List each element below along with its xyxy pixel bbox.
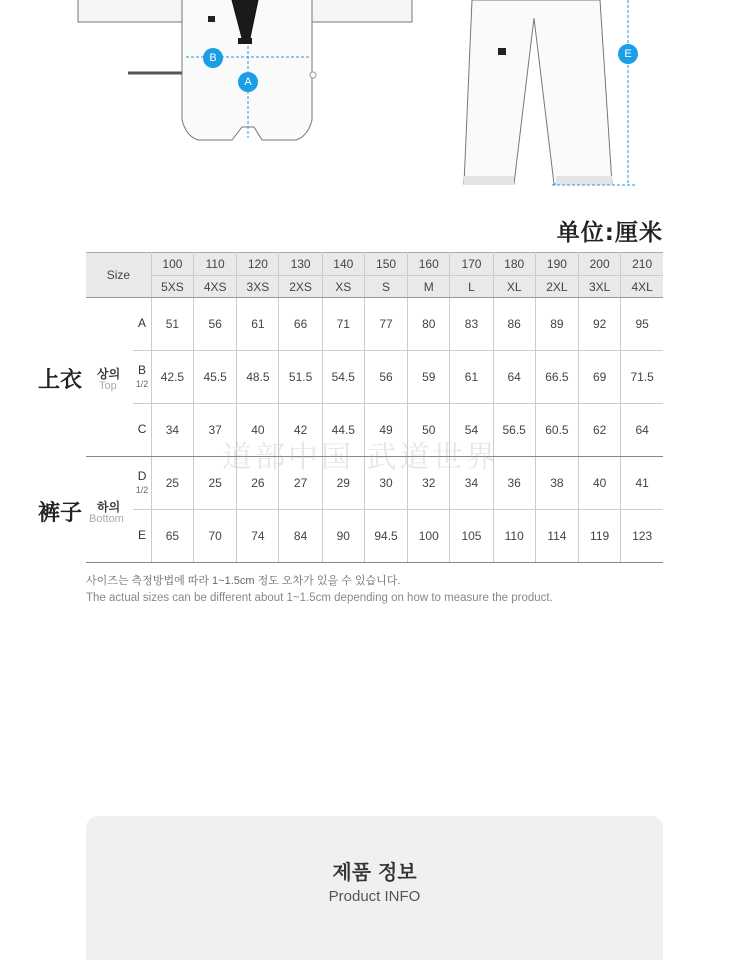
measurement-value: 105 bbox=[450, 510, 493, 563]
measurement-value: 54.5 bbox=[322, 351, 364, 404]
height-header: 120 bbox=[237, 253, 279, 276]
measurement-value: 54 bbox=[450, 404, 493, 457]
measurement-value: 74 bbox=[237, 510, 279, 563]
measurement-value: 49 bbox=[364, 404, 407, 457]
size-code-header: S bbox=[364, 276, 407, 298]
size-header: Size bbox=[86, 253, 151, 298]
measurement-letter bbox=[133, 298, 151, 351]
measurement-letter-text: E bbox=[138, 528, 147, 543]
measurement-row bbox=[86, 510, 663, 563]
measurement-value: 25 bbox=[194, 457, 237, 510]
measurement-value: 92 bbox=[579, 298, 621, 351]
top-group-en: Top bbox=[99, 380, 117, 392]
top-group-label bbox=[38, 363, 121, 394]
measurement-row bbox=[86, 351, 663, 404]
unit-label: 单位:厘米 bbox=[556, 220, 663, 246]
half-note: 1/2 bbox=[135, 484, 149, 495]
measurement-value: 80 bbox=[408, 298, 450, 351]
size-code-header: 3XS bbox=[237, 276, 279, 298]
measurement-value: 61 bbox=[450, 351, 493, 404]
measurement-value: 86 bbox=[493, 298, 535, 351]
pants-illustration bbox=[464, 0, 636, 185]
product-info-box bbox=[86, 816, 663, 960]
measurement-value: 123 bbox=[621, 510, 663, 563]
measurement-letter bbox=[133, 510, 151, 563]
measurement-value: 56.5 bbox=[493, 404, 535, 457]
measurement-value: 59 bbox=[408, 351, 450, 404]
measurement-value: 64 bbox=[493, 351, 535, 404]
measurement-value: 48.5 bbox=[237, 351, 279, 404]
measurement-row bbox=[86, 457, 663, 510]
bottom-group-label bbox=[38, 496, 124, 527]
measurement-letter-text: D bbox=[137, 469, 147, 484]
measurement-value: 36 bbox=[493, 457, 535, 510]
height-header: 200 bbox=[579, 253, 621, 276]
jacket-illustration bbox=[78, 0, 412, 140]
measurement-value: 51.5 bbox=[279, 351, 322, 404]
product-info-title: 제품 정보 bbox=[332, 860, 417, 884]
measurement-value: 42 bbox=[279, 404, 322, 457]
size-code-header: 4XS bbox=[194, 276, 237, 298]
measurement-letter-text: B bbox=[138, 363, 147, 378]
measurement-value: 70 bbox=[194, 510, 237, 563]
measurement-value: 44.5 bbox=[322, 404, 364, 457]
measurement-value: 51 bbox=[151, 298, 193, 351]
size-code-header: 2XL bbox=[535, 276, 578, 298]
measurement-value: 83 bbox=[450, 298, 493, 351]
measurement-value: 114 bbox=[535, 510, 578, 563]
height-header: 170 bbox=[450, 253, 493, 276]
measurement-value: 38 bbox=[535, 457, 578, 510]
size-code-header: 3XL bbox=[579, 276, 621, 298]
height-header: 190 bbox=[535, 253, 578, 276]
size-code-header: 5XS bbox=[151, 276, 193, 298]
measurement-value: 77 bbox=[364, 298, 407, 351]
measurement-value: 34 bbox=[151, 404, 193, 457]
measurement-value: 95 bbox=[621, 298, 663, 351]
measurement-value: 60.5 bbox=[535, 404, 578, 457]
measurement-value: 34 bbox=[450, 457, 493, 510]
size-code-header: L bbox=[450, 276, 493, 298]
height-header: 180 bbox=[493, 253, 535, 276]
size-table bbox=[86, 252, 663, 563]
watermark: 道部中国 武道世界 bbox=[222, 440, 499, 475]
measurement-value: 29 bbox=[322, 457, 364, 510]
measurement-value: 90 bbox=[322, 510, 364, 563]
measurement-value: 64 bbox=[621, 404, 663, 457]
measurement-value: 110 bbox=[493, 510, 535, 563]
size-code-header: 4XL bbox=[621, 276, 663, 298]
top-group-zh: 上衣 bbox=[38, 368, 83, 393]
measurement-letter bbox=[133, 404, 151, 457]
measurement-value: 37 bbox=[194, 404, 237, 457]
measurement-value: 42.5 bbox=[151, 351, 193, 404]
height-header: 100 bbox=[151, 253, 193, 276]
measurement-value: 56 bbox=[194, 298, 237, 351]
measurement-value: 30 bbox=[364, 457, 407, 510]
measurement-value: 40 bbox=[579, 457, 621, 510]
measurement-row bbox=[86, 298, 663, 351]
measurement-value: 66 bbox=[279, 298, 322, 351]
size-note-english: The actual sizes can be different about 1~1.5cm depending on how to measure the product. bbox=[86, 592, 553, 604]
measurement-value: 69 bbox=[579, 351, 621, 404]
height-header: 160 bbox=[408, 253, 450, 276]
measurement-letter bbox=[133, 457, 151, 510]
size-code-header: XL bbox=[493, 276, 535, 298]
size-note-korean: 사이즈는 측정방법에 따라 1~1.5cm 정도 오차가 있을 수 있습니다. bbox=[86, 575, 401, 587]
measurement-value: 94.5 bbox=[364, 510, 407, 563]
measurement-value: 26 bbox=[237, 457, 279, 510]
half-note: 1/2 bbox=[135, 378, 149, 389]
measurement-value: 89 bbox=[535, 298, 578, 351]
measurement-value: 66.5 bbox=[535, 351, 578, 404]
measurement-letter-text: A bbox=[138, 316, 147, 331]
marker-b: B bbox=[203, 48, 223, 68]
product-info-subtitle: Product INFO bbox=[328, 888, 421, 905]
marker-a: A bbox=[238, 72, 258, 92]
size-code-header: 2XS bbox=[279, 276, 322, 298]
measurement-value: 32 bbox=[408, 457, 450, 510]
height-header: 130 bbox=[279, 253, 322, 276]
size-code-header: M bbox=[408, 276, 450, 298]
size-code-header: XS bbox=[322, 276, 364, 298]
measurement-value: 62 bbox=[579, 404, 621, 457]
top-group-kr: 상의 bbox=[97, 367, 121, 381]
measurement-value: 119 bbox=[579, 510, 621, 563]
measurement-value: 71.5 bbox=[621, 351, 663, 404]
height-header: 210 bbox=[621, 253, 663, 276]
height-header: 150 bbox=[364, 253, 407, 276]
measurement-value: 61 bbox=[237, 298, 279, 351]
measurement-value: 56 bbox=[364, 351, 407, 404]
bottom-group-zh: 裤子 bbox=[38, 501, 83, 526]
measurement-value: 45.5 bbox=[194, 351, 237, 404]
bottom-group-en: Bottom bbox=[89, 513, 124, 525]
size-diagram bbox=[0, 0, 750, 200]
measurement-value: 40 bbox=[237, 404, 279, 457]
measurement-letter-text: C bbox=[137, 422, 147, 437]
measurement-row bbox=[86, 404, 663, 457]
measurement-value: 41 bbox=[621, 457, 663, 510]
measurement-value: 100 bbox=[408, 510, 450, 563]
measurement-value: 65 bbox=[151, 510, 193, 563]
marker-e: E bbox=[618, 44, 638, 64]
measurement-value: 84 bbox=[279, 510, 322, 563]
measurement-value: 71 bbox=[322, 298, 364, 351]
height-header: 140 bbox=[322, 253, 364, 276]
measurement-letter bbox=[133, 351, 151, 404]
measurement-value: 50 bbox=[408, 404, 450, 457]
bottom-group-kr: 하의 bbox=[97, 500, 121, 514]
measurement-value: 25 bbox=[151, 457, 193, 510]
measurement-value: 27 bbox=[279, 457, 322, 510]
height-header: 110 bbox=[194, 253, 237, 276]
